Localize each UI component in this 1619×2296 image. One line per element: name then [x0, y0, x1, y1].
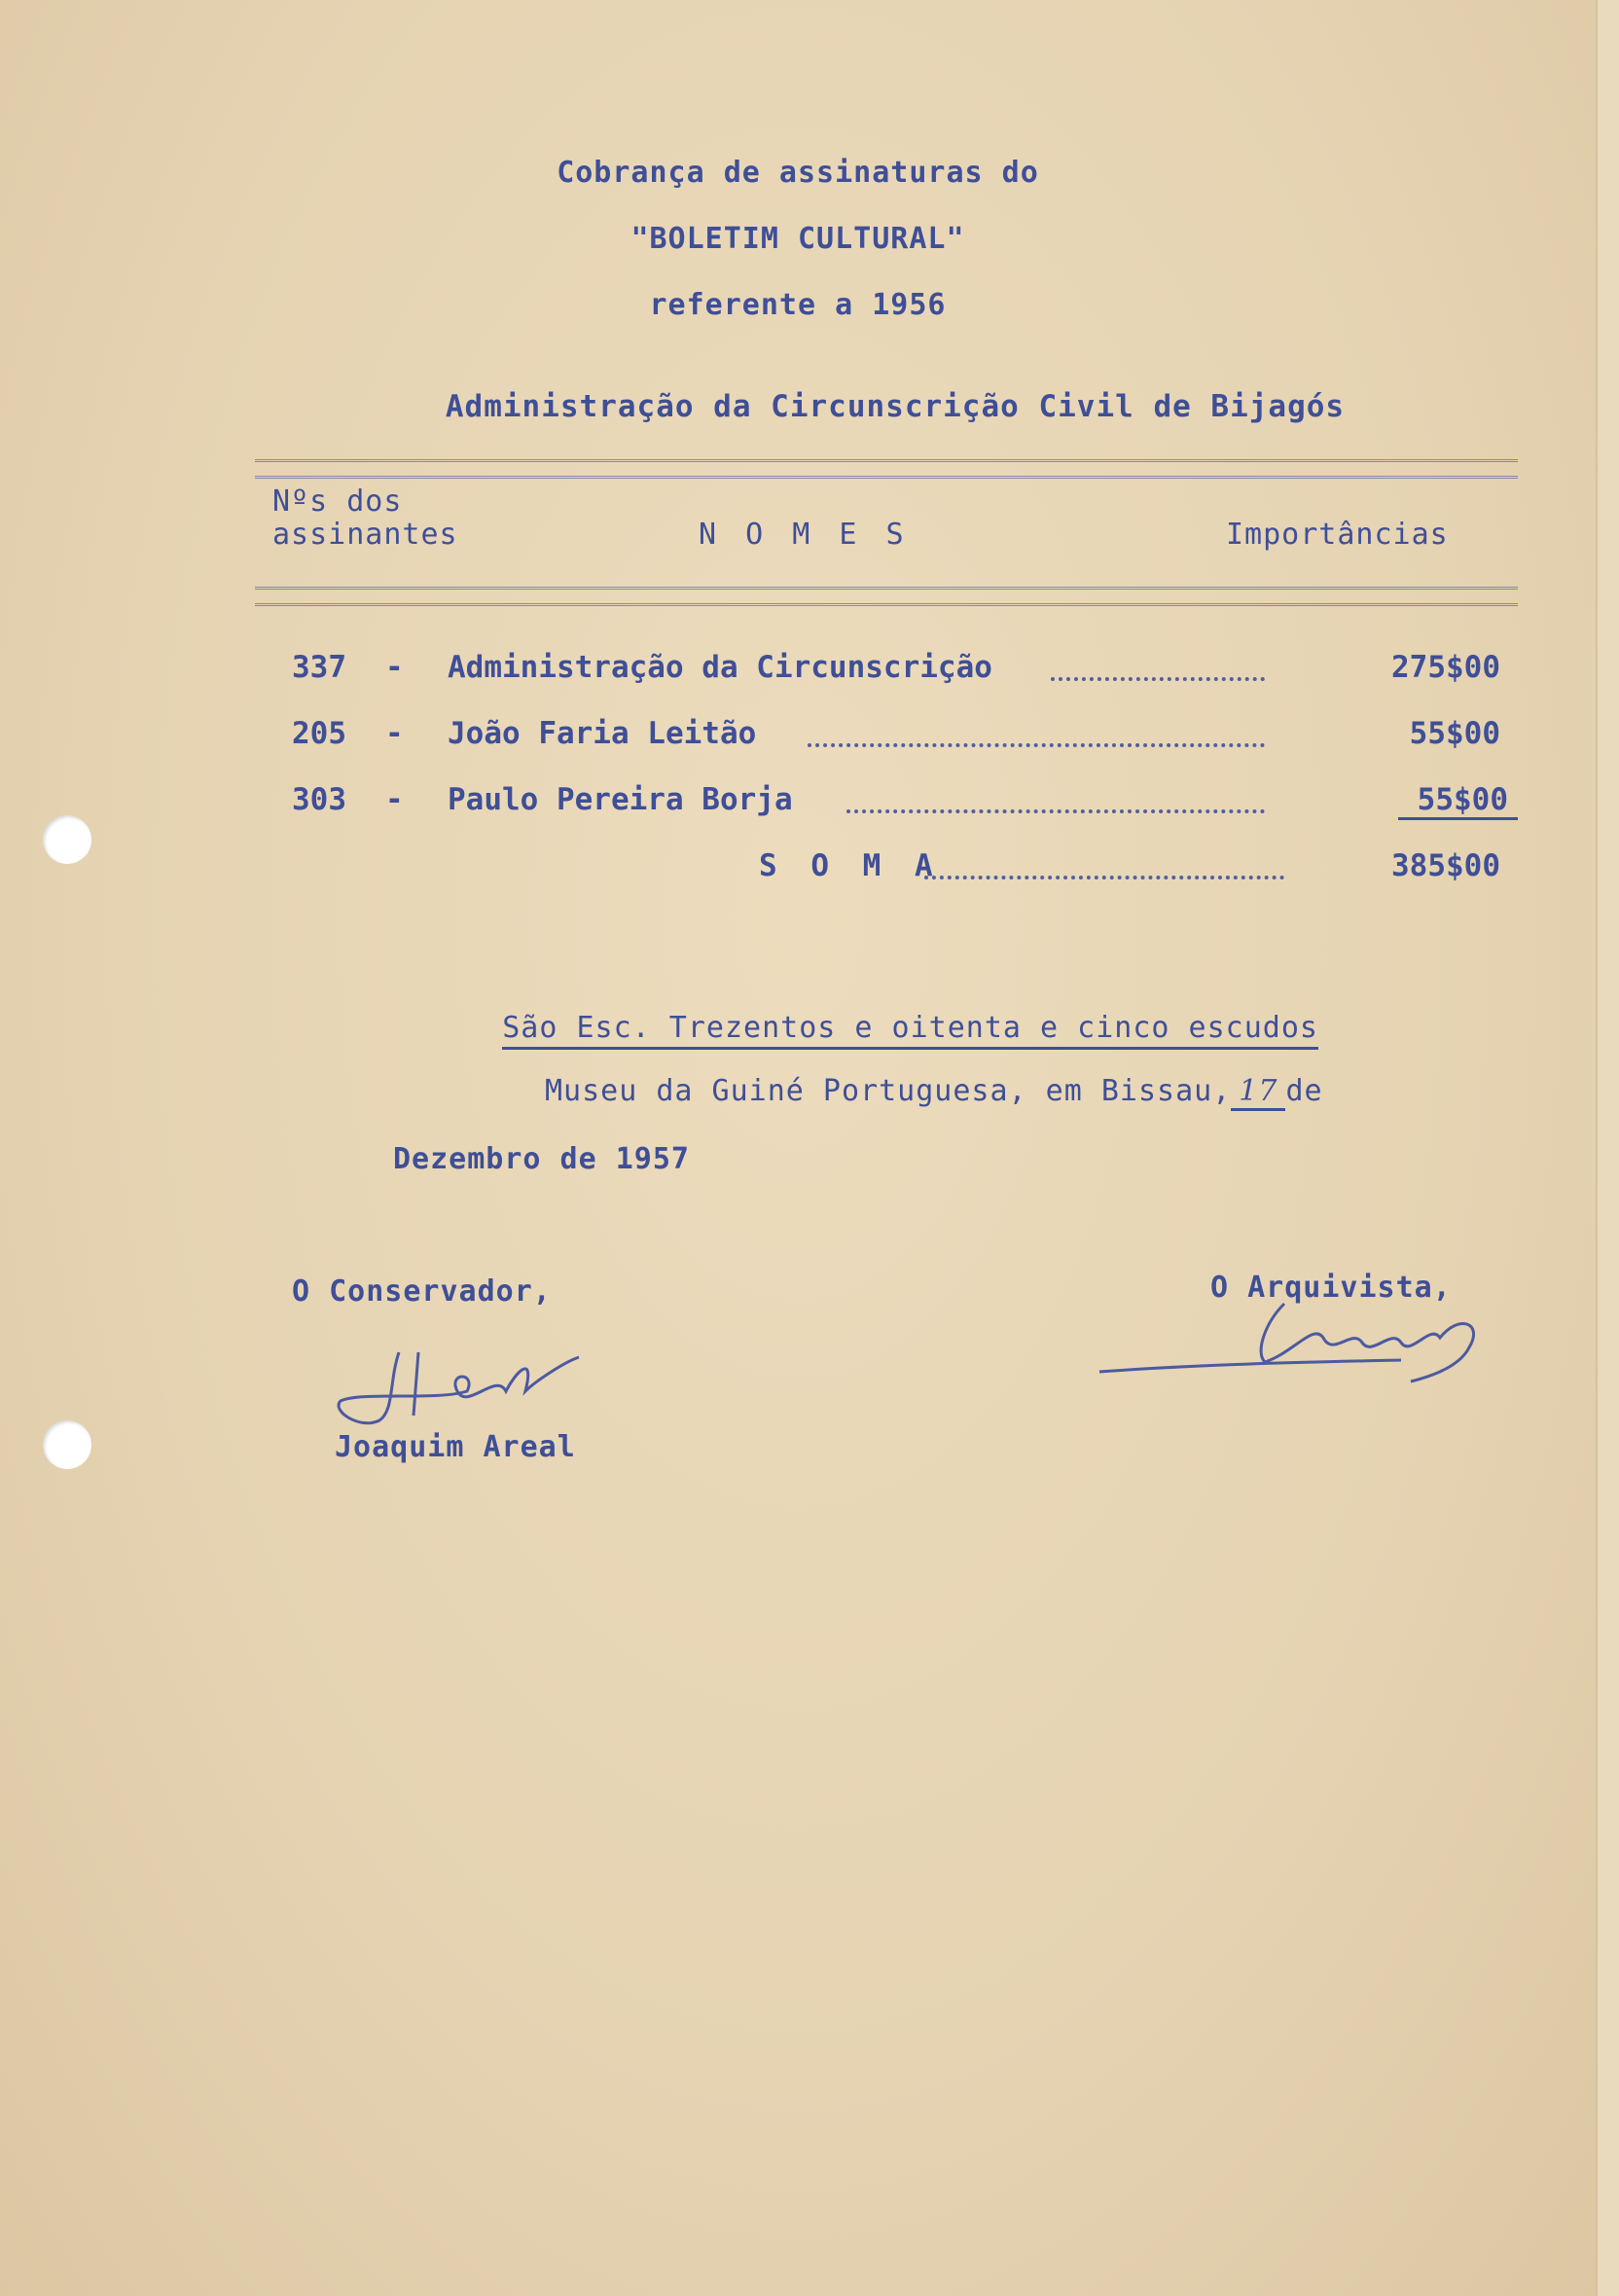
right-signature — [1090, 1284, 1498, 1391]
punch-hole-top — [43, 815, 91, 864]
amount: 55$00 — [1409, 716, 1500, 751]
left-signature-title: O Conservador, — [292, 1274, 552, 1309]
subscriber-name: João Faria Leitão — [448, 716, 757, 751]
subscriber-name: Paulo Pereira Borja — [448, 782, 793, 817]
table-row — [292, 650, 1518, 693]
row-dash: - — [385, 650, 404, 685]
dot-leader — [846, 809, 1265, 813]
subscriber-number: 205 — [292, 716, 346, 751]
subscriber-name: Administração da Circunscrição — [448, 650, 992, 685]
amount: 55$00 — [1398, 782, 1518, 820]
col-amounts-label: Importâncias — [1226, 518, 1449, 552]
right-signature-title: O Arquivista, — [1210, 1271, 1452, 1305]
left-signature — [321, 1333, 594, 1440]
place-date-line — [545, 1074, 1323, 1108]
month-year: Dezembro de 1957 — [393, 1142, 690, 1176]
col-number-label-1: Nºs dos — [272, 484, 403, 519]
dot-leader — [808, 743, 1265, 747]
dot-leader — [1051, 677, 1265, 681]
total-amount: 385$00 — [1391, 848, 1500, 883]
table-row — [292, 716, 1518, 759]
handwritten-day: 17 — [1231, 1074, 1285, 1111]
subscriber-number: 337 — [292, 650, 346, 685]
subscriber-number: 303 — [292, 782, 346, 817]
col-names-label: N O M E S — [699, 518, 910, 552]
total-row — [292, 848, 1518, 891]
left-signatory-name: Joaquim Areal — [335, 1430, 576, 1464]
place-text: Museu da Guiné Portuguesa, em Bissau, — [545, 1074, 1232, 1108]
amount: 275$00 — [1391, 650, 1500, 685]
top-double-rule — [255, 459, 1518, 479]
administration-title: Administração da Circunscrição Civil de Bijagós — [445, 389, 1346, 424]
amount-in-words-text: São Esc. Trezentos e oitenta e cinco escudos — [502, 1011, 1318, 1050]
bottom-double-rule — [255, 587, 1518, 606]
col-number-label-2: assinantes — [272, 518, 458, 552]
title-line-3: referente a 1956 — [649, 288, 947, 322]
row-dash: - — [385, 782, 404, 817]
table-row — [292, 782, 1518, 825]
total-label: S O M A — [759, 848, 941, 883]
title-line-2: "BOLETIM CULTURAL" — [630, 222, 965, 256]
amount-in-words — [428, 977, 1318, 1079]
date-de: de — [1285, 1074, 1323, 1108]
dot-leader — [924, 876, 1284, 879]
punch-hole-bottom — [43, 1420, 91, 1469]
row-dash: - — [385, 716, 404, 751]
title-line-1: Cobrança de assinaturas do — [557, 156, 1039, 190]
